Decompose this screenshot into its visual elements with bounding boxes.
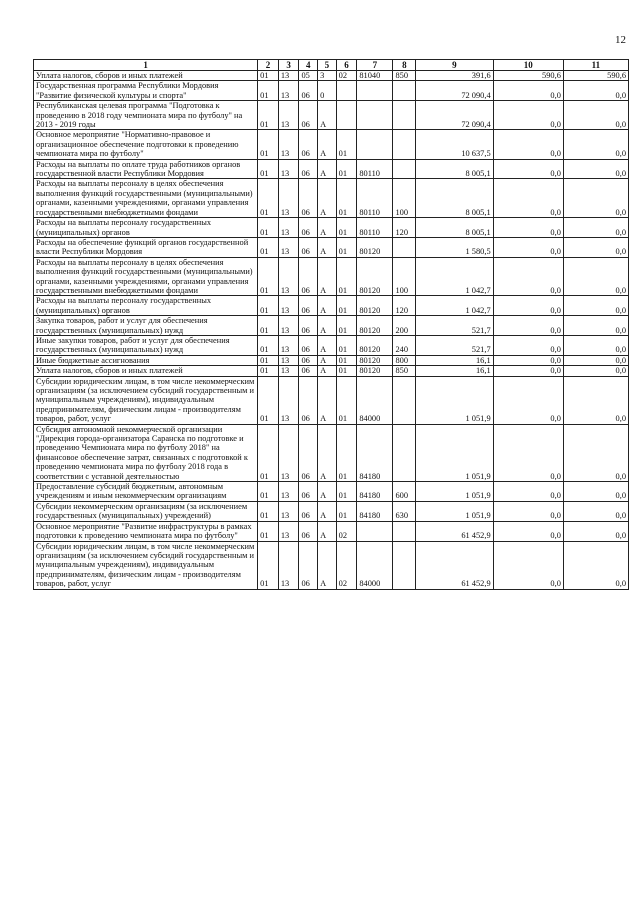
table-row — [34, 521, 629, 541]
kind-code-cell: 100 — [393, 179, 416, 218]
amount-2020-cell: 0,0 — [563, 316, 628, 336]
table-row — [34, 159, 629, 179]
event-code-cell — [336, 81, 357, 101]
program-code-cell: 06 — [299, 218, 318, 238]
amount-2020-cell: 0,0 — [563, 130, 628, 159]
program-code-cell: 06 — [299, 101, 318, 130]
section-code-cell: 01 — [258, 335, 279, 355]
expense-code-cell — [357, 130, 393, 159]
program-code-cell: 06 — [299, 81, 318, 101]
event-code-cell: 01 — [336, 424, 357, 481]
table-row — [34, 101, 629, 130]
subprogram-code-cell: А — [318, 366, 337, 376]
table-row — [34, 424, 629, 481]
amount-2019-cell: 0,0 — [493, 237, 563, 257]
row-name-cell: Республиканская целевая программа "Подготовка к проведению в 2018 году чемпионата мира по футболу" на 2013 - 2019 годы — [34, 101, 258, 130]
amount-2018-cell: 1 580,5 — [416, 237, 493, 257]
subprogram-code-cell: А — [318, 130, 337, 159]
subprogram-code-cell: А — [318, 335, 337, 355]
amount-2018-cell: 8 005,1 — [416, 218, 493, 238]
program-code-cell: 06 — [299, 541, 318, 589]
program-code-cell: 06 — [299, 501, 318, 521]
amount-2018-cell: 521,7 — [416, 316, 493, 336]
amount-2019-cell: 0,0 — [493, 257, 563, 296]
program-code-cell: 06 — [299, 237, 318, 257]
kind-code-cell — [393, 237, 416, 257]
expense-code-cell: 80110 — [357, 218, 393, 238]
amount-2020-cell: 0,0 — [563, 424, 628, 481]
event-code-cell: 01 — [336, 482, 357, 502]
program-code-cell: 06 — [299, 335, 318, 355]
expense-code-cell: 80120 — [357, 366, 393, 376]
program-code-cell: 06 — [299, 376, 318, 424]
table-row — [34, 257, 629, 296]
program-code-cell: 06 — [299, 482, 318, 502]
row-name-cell: Субсидии юридическим лицам, в том числе некоммерческим организациям (за исключением субсидий государственным и муниципальным учреждениям), индивидуальным предпринимателям, физическим лицам - производителям товаров, работ, услуг — [34, 541, 258, 589]
section-code-cell: 01 — [258, 179, 279, 218]
subprogram-code-cell: А — [318, 424, 337, 481]
row-name-cell: Расходы на обеспечение функций органов государственной власти Республики Мордовия — [34, 237, 258, 257]
program-code-cell: 06 — [299, 366, 318, 376]
amount-2018-cell: 61 452,9 — [416, 521, 493, 541]
section-code-cell: 01 — [258, 159, 279, 179]
table-body — [34, 71, 629, 590]
kind-code-cell — [393, 521, 416, 541]
program-code-cell: 05 — [299, 71, 318, 81]
amount-2019-cell: 0,0 — [493, 179, 563, 218]
subsection-code-cell: 13 — [278, 521, 299, 541]
row-name-cell: Расходы на выплаты персоналу в целях обеспечения выполнения функций государственными (муниципальными) органами, казенными учреждениями, органами управления государственными внебюджетными фондами — [34, 257, 258, 296]
section-code-cell: 01 — [258, 541, 279, 589]
subprogram-code-cell: 0 — [318, 81, 337, 101]
subprogram-code-cell: А — [318, 237, 337, 257]
subprogram-code-cell: А — [318, 541, 337, 589]
amount-2018-cell: 8 005,1 — [416, 179, 493, 218]
page-number: 12 — [615, 34, 626, 46]
amount-2020-cell: 0,0 — [563, 355, 628, 365]
row-name-cell: Уплата налогов, сборов и иных платежей — [34, 366, 258, 376]
subprogram-code-cell: А — [318, 296, 337, 316]
program-code-cell: 06 — [299, 316, 318, 336]
expense-code-cell — [357, 101, 393, 130]
subsection-code-cell: 13 — [278, 159, 299, 179]
event-code-cell: 02 — [336, 521, 357, 541]
header-cell: 3 — [278, 60, 299, 71]
section-code-cell: 01 — [258, 316, 279, 336]
program-code-cell: 06 — [299, 521, 318, 541]
row-name-cell: Уплата налогов, сборов и иных платежей — [34, 71, 258, 81]
subprogram-code-cell: А — [318, 179, 337, 218]
amount-2020-cell: 0,0 — [563, 257, 628, 296]
kind-code-cell: 800 — [393, 355, 416, 365]
subprogram-code-cell: А — [318, 501, 337, 521]
amount-2018-cell: 391,6 — [416, 71, 493, 81]
header-row — [34, 60, 629, 71]
event-code-cell: 01 — [336, 130, 357, 159]
kind-code-cell: 850 — [393, 71, 416, 81]
subsection-code-cell: 13 — [278, 296, 299, 316]
row-name-cell: Основное мероприятие "Нормативно-правовое и организационное обеспечение подготовки к проведению чемпионата мира по футболу" — [34, 130, 258, 159]
amount-2018-cell: 1 051,9 — [416, 501, 493, 521]
kind-code-cell — [393, 541, 416, 589]
row-name-cell: Субсидия автономной некоммерческой организации "Дирекция города-организатора Саранска по подготовке и проведению Чемпионата мира по футболу 2018" на финансовое обеспечение затрат, связанных с подготовкой к проведению чемпионата мира по футболу 2018 года в соответствии с уставной деятельностью — [34, 424, 258, 481]
section-code-cell: 01 — [258, 296, 279, 316]
subprogram-code-cell: А — [318, 101, 337, 130]
section-code-cell: 01 — [258, 366, 279, 376]
amount-2019-cell: 0,0 — [493, 130, 563, 159]
row-name-cell: Основное мероприятие "Развитие инфраструктуры в рамках подготовки к проведению чемпионата мира по футболу" — [34, 521, 258, 541]
subsection-code-cell: 13 — [278, 71, 299, 81]
amount-2020-cell: 0,0 — [563, 501, 628, 521]
amount-2019-cell: 0,0 — [493, 218, 563, 238]
expense-code-cell: 80120 — [357, 316, 393, 336]
table-row — [34, 366, 629, 376]
section-code-cell: 01 — [258, 218, 279, 238]
event-code-cell: 01 — [336, 296, 357, 316]
kind-code-cell: 120 — [393, 218, 416, 238]
section-code-cell: 01 — [258, 257, 279, 296]
table-row — [34, 237, 629, 257]
amount-2020-cell: 0,0 — [563, 159, 628, 179]
subsection-code-cell: 13 — [278, 355, 299, 365]
section-code-cell: 01 — [258, 376, 279, 424]
event-code-cell: 01 — [336, 501, 357, 521]
expense-code-cell: 80120 — [357, 257, 393, 296]
table-row — [34, 296, 629, 316]
table-row — [34, 316, 629, 336]
kind-code-cell: 850 — [393, 366, 416, 376]
header-cell: 2 — [258, 60, 279, 71]
kind-code-cell: 240 — [393, 335, 416, 355]
subsection-code-cell: 13 — [278, 130, 299, 159]
event-code-cell: 02 — [336, 541, 357, 589]
row-name-cell: Расходы на выплаты персоналу государственных (муниципальных) органов — [34, 218, 258, 238]
subprogram-code-cell: 3 — [318, 71, 337, 81]
amount-2020-cell: 0,0 — [563, 521, 628, 541]
table-row — [34, 81, 629, 101]
row-name-cell: Иные закупки товаров, работ и услуг для обеспечения государственных (муниципальных) нужд — [34, 335, 258, 355]
event-code-cell: 01 — [336, 355, 357, 365]
subprogram-code-cell: А — [318, 316, 337, 336]
amount-2019-cell: 0,0 — [493, 101, 563, 130]
row-name-cell: Государственная программа Республики Мордовия "Развитие физической культуры и спорта" — [34, 81, 258, 101]
amount-2020-cell: 590,6 — [563, 71, 628, 81]
event-code-cell: 02 — [336, 71, 357, 81]
subprogram-code-cell: А — [318, 218, 337, 238]
kind-code-cell: 120 — [393, 296, 416, 316]
subprogram-code-cell: А — [318, 159, 337, 179]
row-name-cell: Предоставление субсидий бюджетным, автономным учреждениям и иным некоммерческим организациям — [34, 482, 258, 502]
event-code-cell: 01 — [336, 316, 357, 336]
section-code-cell: 01 — [258, 501, 279, 521]
section-code-cell: 01 — [258, 130, 279, 159]
expense-code-cell: 80120 — [357, 335, 393, 355]
subsection-code-cell: 13 — [278, 541, 299, 589]
expense-code-cell: 84180 — [357, 482, 393, 502]
subsection-code-cell: 13 — [278, 179, 299, 218]
table-row — [34, 376, 629, 424]
amount-2018-cell: 72 090,4 — [416, 81, 493, 101]
event-code-cell — [336, 101, 357, 130]
kind-code-cell: 100 — [393, 257, 416, 296]
amount-2020-cell: 0,0 — [563, 541, 628, 589]
section-code-cell: 01 — [258, 71, 279, 81]
table-row — [34, 501, 629, 521]
event-code-cell: 01 — [336, 257, 357, 296]
amount-2019-cell: 0,0 — [493, 296, 563, 316]
expense-code-cell: 84000 — [357, 376, 393, 424]
table-row — [34, 130, 629, 159]
amount-2018-cell: 1 051,9 — [416, 376, 493, 424]
subsection-code-cell: 13 — [278, 257, 299, 296]
subprogram-code-cell: А — [318, 521, 337, 541]
amount-2019-cell: 0,0 — [493, 376, 563, 424]
amount-2018-cell: 1 051,9 — [416, 482, 493, 502]
amount-2020-cell: 0,0 — [563, 376, 628, 424]
amount-2019-cell: 0,0 — [493, 159, 563, 179]
amount-2018-cell: 16,1 — [416, 355, 493, 365]
kind-code-cell: 600 — [393, 482, 416, 502]
amount-2020-cell: 0,0 — [563, 296, 628, 316]
header-cell: 5 — [318, 60, 337, 71]
section-code-cell: 01 — [258, 482, 279, 502]
amount-2020-cell: 0,0 — [563, 482, 628, 502]
amount-2020-cell: 0,0 — [563, 366, 628, 376]
subsection-code-cell: 13 — [278, 101, 299, 130]
table-row — [34, 482, 629, 502]
amount-2019-cell: 0,0 — [493, 316, 563, 336]
budget-table — [33, 59, 629, 590]
amount-2018-cell: 16,1 — [416, 366, 493, 376]
subsection-code-cell: 13 — [278, 376, 299, 424]
table-row — [34, 541, 629, 589]
section-code-cell: 01 — [258, 81, 279, 101]
subsection-code-cell: 13 — [278, 482, 299, 502]
header-cell: 4 — [299, 60, 318, 71]
amount-2019-cell: 0,0 — [493, 424, 563, 481]
expense-code-cell: 80120 — [357, 296, 393, 316]
subsection-code-cell: 13 — [278, 316, 299, 336]
subsection-code-cell: 13 — [278, 237, 299, 257]
section-code-cell: 01 — [258, 237, 279, 257]
event-code-cell: 01 — [336, 376, 357, 424]
table-row — [34, 355, 629, 365]
subsection-code-cell: 13 — [278, 335, 299, 355]
amount-2020-cell: 0,0 — [563, 237, 628, 257]
amount-2018-cell: 61 452,9 — [416, 541, 493, 589]
program-code-cell: 06 — [299, 355, 318, 365]
table-row — [34, 71, 629, 81]
expense-code-cell — [357, 521, 393, 541]
kind-code-cell — [393, 130, 416, 159]
header-cell: 6 — [336, 60, 357, 71]
amount-2020-cell: 0,0 — [563, 179, 628, 218]
row-name-cell: Иные бюджетные ассигнования — [34, 355, 258, 365]
row-name-cell: Субсидии некоммерческим организациям (за исключением государственных (муниципальных) учреждений) — [34, 501, 258, 521]
expense-code-cell: 80120 — [357, 355, 393, 365]
kind-code-cell: 630 — [393, 501, 416, 521]
program-code-cell: 06 — [299, 179, 318, 218]
table-row — [34, 335, 629, 355]
amount-2019-cell: 0,0 — [493, 541, 563, 589]
amount-2018-cell: 1 051,9 — [416, 424, 493, 481]
amount-2020-cell: 0,0 — [563, 101, 628, 130]
header-cell: 8 — [393, 60, 416, 71]
expense-code-cell: 80110 — [357, 159, 393, 179]
event-code-cell: 01 — [336, 179, 357, 218]
section-code-cell: 01 — [258, 101, 279, 130]
event-code-cell: 01 — [336, 237, 357, 257]
amount-2019-cell: 0,0 — [493, 81, 563, 101]
program-code-cell: 06 — [299, 257, 318, 296]
event-code-cell: 01 — [336, 335, 357, 355]
expense-code-cell: 84000 — [357, 541, 393, 589]
expense-code-cell: 84180 — [357, 501, 393, 521]
expense-code-cell: 80120 — [357, 237, 393, 257]
expense-code-cell — [357, 81, 393, 101]
amount-2018-cell: 521,7 — [416, 335, 493, 355]
header-cell: 9 — [416, 60, 493, 71]
kind-code-cell — [393, 101, 416, 130]
table-row — [34, 179, 629, 218]
amount-2019-cell: 0,0 — [493, 355, 563, 365]
row-name-cell: Закупка товаров, работ и услуг для обеспечения государственных (муниципальных) нужд — [34, 316, 258, 336]
subprogram-code-cell: А — [318, 257, 337, 296]
amount-2019-cell: 0,0 — [493, 482, 563, 502]
expense-code-cell: 80110 — [357, 179, 393, 218]
amount-2018-cell: 8 005,1 — [416, 159, 493, 179]
amount-2019-cell: 0,0 — [493, 335, 563, 355]
header-cell: 7 — [357, 60, 393, 71]
amount-2018-cell: 1 042,7 — [416, 257, 493, 296]
row-name-cell: Расходы на выплаты персоналу в целях обеспечения выполнения функций государственными (муниципальными) органами, казенными учреждениями, органами управления государственными внебюджетными фондами — [34, 179, 258, 218]
section-code-cell: 01 — [258, 355, 279, 365]
program-code-cell: 06 — [299, 159, 318, 179]
section-code-cell: 01 — [258, 424, 279, 481]
subsection-code-cell: 13 — [278, 424, 299, 481]
amount-2019-cell: 590,6 — [493, 71, 563, 81]
program-code-cell: 06 — [299, 130, 318, 159]
subprogram-code-cell: А — [318, 355, 337, 365]
amount-2019-cell: 0,0 — [493, 521, 563, 541]
subprogram-code-cell: А — [318, 376, 337, 424]
kind-code-cell — [393, 376, 416, 424]
expense-code-cell: 84180 — [357, 424, 393, 481]
kind-code-cell — [393, 159, 416, 179]
amount-2019-cell: 0,0 — [493, 366, 563, 376]
amount-2020-cell: 0,0 — [563, 335, 628, 355]
event-code-cell: 01 — [336, 218, 357, 238]
row-name-cell: Расходы на выплаты по оплате труда работников органов государственной власти Республики Мордовия — [34, 159, 258, 179]
program-code-cell: 06 — [299, 424, 318, 481]
kind-code-cell — [393, 424, 416, 481]
header-cell: 11 — [563, 60, 628, 71]
table-row — [34, 218, 629, 238]
subsection-code-cell: 13 — [278, 501, 299, 521]
amount-2019-cell: 0,0 — [493, 501, 563, 521]
amount-2020-cell: 0,0 — [563, 218, 628, 238]
amount-2018-cell: 1 042,7 — [416, 296, 493, 316]
expense-code-cell: 81040 — [357, 71, 393, 81]
row-name-cell: Расходы на выплаты персоналу государственных (муниципальных) органов — [34, 296, 258, 316]
row-name-cell: Субсидии юридическим лицам, в том числе некоммерческим организациям (за исключением субсидий государственным и муниципальным учреждениям), индивидуальным предпринимателям, физическим лицам - производителям товаров, работ, услуг — [34, 376, 258, 424]
subsection-code-cell: 13 — [278, 366, 299, 376]
amount-2018-cell: 72 090,4 — [416, 101, 493, 130]
header-cell: 10 — [493, 60, 563, 71]
kind-code-cell — [393, 81, 416, 101]
section-code-cell: 01 — [258, 521, 279, 541]
event-code-cell: 01 — [336, 159, 357, 179]
subsection-code-cell: 13 — [278, 81, 299, 101]
amount-2018-cell: 10 637,5 — [416, 130, 493, 159]
event-code-cell: 01 — [336, 366, 357, 376]
amount-2020-cell: 0,0 — [563, 81, 628, 101]
kind-code-cell: 200 — [393, 316, 416, 336]
program-code-cell: 06 — [299, 296, 318, 316]
subprogram-code-cell: А — [318, 482, 337, 502]
header-cell: 1 — [34, 60, 258, 71]
subsection-code-cell: 13 — [278, 218, 299, 238]
